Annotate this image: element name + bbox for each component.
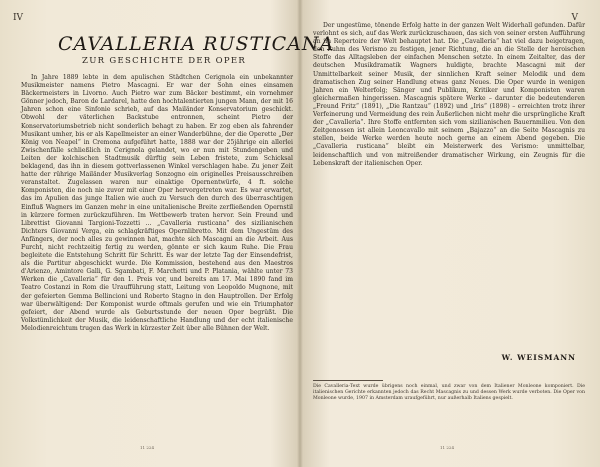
left-body-text: In Jahre 1889 lebte in dem apulischen Städtchen Cerignola ein unbekannter Musikmeister namens Pietro Mascagni. Er war der Sohn eines einsamen Bäckermeisters in Livorno. Auch Pietro war zum Bäcker bestimmt, ein vornehmer Gönner jedoch, Baron de Lardarel, hatte den hochtalentierten jungen Mann, der mit 16 Jahren schon eine Sinfonie schrieb, auf das Mailänder Konservatorium geschickt. Obwohl der väterlichen Backstube entronnen, scheint Pietro der Konservatoriumsbetrieb nicht sonderlich behagt zu haben. Er zog eben als fahrender Musikant umher, bis er als Kapellmeister an einer Wanderbühne, der die Operette „Der König von Neapel“ in Cremona aufgeführt hatte, 1888 war der 25jährige ein allerlei Zwischenfälle schließlich in Cerignola gelandet, wo er nun mit Stundengeben und Leiten der kolchischen Stadtmusik dürftig sein Leben fristete, zum Schicksal beklagend, das ihn in diesem gottverlassenen Winkel verschlagen habe. Zu jener Zeit hatte der rührige Mailänder Musikverlag Sonzogno ein originelles Preisausschreiben veranstaltet. Zugelassen waren nur einaktige Opernentwürfe, 4 ft. solche Komponisten, die noch nie zuvor mit einer Oper hervorgetreten war. Es war erwartet, das im Apulien das junge Italien wie auch zu Versuch den durch des überraschtigen Einfluß Wagners im Ganzen mehr in eine unitalienische Breite zerfließenden Opernstil in kürzere formen zurückzuführen. Im Wettbewerb traten hervor. Sein Freund und Librettist Giovanni Targioni-Tozzetti ... „Cavalleria rusticana“ des sizilianischen Dichters Giovanni Verga, ein schlagkräftiges Opernlibretto. Mit dem Ungestüm des Anfängers, der noch alles zu gewinnen hat, machte sich Mascagni an die Arbeit. Aus Furcht, nicht rechtzeitig fertig zu werden, gönnte er sich kaum Ruhe. Die Frau begleitete die Entstehung Schritt für Schritt. Es war der letzte Tag der Einsendefrist, als die Partitur abgeschickt wurde. Die Kommission, bestehend aus den Maestros d'Arienzo, Amintore Galli, G. Sgambati, F. Marchetti und P. Platania, wählte unter 73 Werken die „Cavalleria“ für den 1. Preis vor, und bereits am 17. Mai 1890 fand im Teatro Costanzi in Rom die Uraufführung statt, Leitung von Leopoldo Mugnone, mit der gefeierten Gemma Bellincioni und Roberto Stagno in den Hauptrollen. Der Erfolg war überwältigend: Der Komponist wurde oftmals gerufen und wie ein Triumphator gefeiert, der Abend wurde als Geburtsstunde der neuen Oper begrüßt. Die Volkstümlichkeit der Musik, die leidenschaftliche Handlung und der echt italienische Melodienreichtum trugen das Werk in kürzester Zeit über alle Bühnen der Welt. [21, 74, 293, 332]
footnote: Die Cavalleria-Text wurde übrigens noch einmal, und zwar von dem Italiener Monleone komponiert. Die italienischen Gerichte erkannten jedoch das Recht Mascagnis zu und dessen Werk wurde verboten. Die Oper von Monleone wurde, 1907 in Amsterdam uraufgeführt, nur außerhalb Italiens gespielt. [313, 384, 585, 402]
folio-left: 11 224 [140, 445, 154, 450]
right-body-column [313, 22, 585, 352]
footnote-rule [313, 380, 383, 381]
left-body-column [21, 74, 293, 444]
folio-right: 11 224 [440, 445, 454, 450]
page-title: CAVALLERIA RUSTICANA [58, 33, 335, 55]
page-number-right: V [571, 13, 578, 23]
right-page [300, 0, 600, 467]
page-subtitle: ZUR GESCHICHTE DER OPER [82, 56, 247, 66]
right-body-text: Der ungestüme, tönende Erfolg hatte in der ganzen Welt Widerhall gefunden. Dafür verlohnt es sich, auf das Werk zurückzuschauen, das sich von seiner ersten Aufführung an im Repertoire der Welt behauptet hat. Die „Cavalleria“ hat viel dazu beigetragen, den Ruhm des Verismo zu festigen, jener Richtung, die an die Stelle der heroischen Stoffe das Alltagsleben der einfachen Menschen setzte. In einem Zeitalter, das der deutschen Musikdramatik Wagners huldigte, brachte Mascagni mit der Unmittelbarkeit seiner Musik, der sinnlichen Kraft seiner Melodik und dem dramatischen Zug seiner Handlung etwas ganz Neues. Die Oper wurde in wenigen Jahren ein Welterfolg; Sänger und Publikum, Kritiker und Komponisten waren gleichermaßen hingerissen. Mascagnis spätere Werke – darunter die bedeutenderen „Freund Fritz“ (1891), „Die Rantzau“ (1892) und „Iris“ (1898) – erreichten trotz ihrer Verfeinerung und Vermeidung des rein Äußerlichen nicht mehr die ursprüngliche Kraft der „Cavalleria“. Ihre Stoffe entfernten sich vom sizilianischen Bauernmilieu. Von den Zeitgenossen ist allein Leoncavallo mit seinem „Bajazzo“ an die Seite Mascagnis zu stellen, beide Werke werden heute noch gerne an einem Abend gegeben. Die „Cavalleria rusticana“ bleibt ein Meisterwerk des Verismo: unmittelbar, leidenschaftlich und von mitreißender dramatischer Wirkung, ein Zeugnis für die Lebenskraft der italienischen Oper. [313, 22, 585, 167]
author-signature: W. WEISMANN [501, 353, 576, 362]
page-number-left: IV [13, 13, 24, 23]
